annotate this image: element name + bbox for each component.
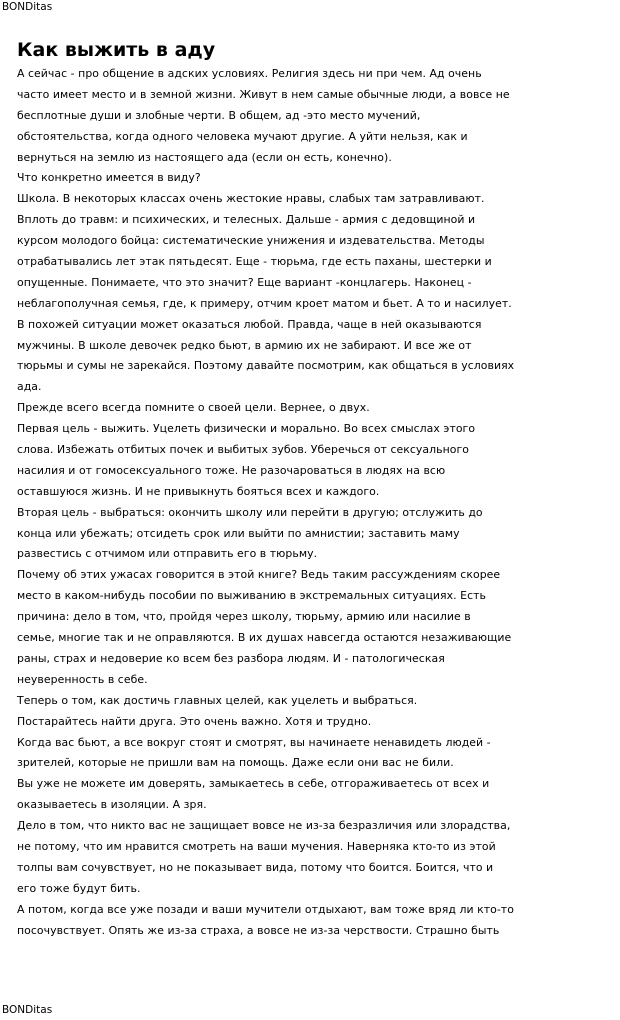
- text-line: отрабатывались лет этак пятьдесят. Еще - тюрьма, где есть паханы, шестерки и: [17, 255, 492, 269]
- text-line: место в каком-нибудь пособии по выживанию в экстремальных ситуациях. Есть: [17, 589, 486, 603]
- body-text: [17, 64, 620, 941]
- text-line: ада.: [17, 380, 42, 394]
- text-line: бесплотные души и злобные черти. В общем, ад -это место мучений,: [17, 108, 421, 122]
- text-line: посочувствует. Опять же из-за страха, а вовсе не из-за черствости. Страшно быть: [17, 923, 500, 937]
- text-line: Почему об этих ужасах говорится в этой книге? Ведь таким рассуждениям скорее: [17, 568, 501, 582]
- text-line: Дело в том, что никто вас не защищает вовсе не из-за безразличия или злорадства,: [17, 819, 511, 833]
- text-line: причина: дело в том, что, пройдя через школу, тюрьму, армию или насилие в: [17, 610, 471, 624]
- text-line: Постарайтесь найти друга. Это очень важно. Хотя и трудно.: [17, 714, 372, 728]
- chapter-title: Как выжить в аду: [17, 39, 216, 61]
- text-line: оставшуюся жизнь. И не привыкнуть бояться всех и каждого.: [17, 484, 380, 498]
- text-line: вернуться на землю из настоящего ада (если он есть, конечно).: [17, 150, 392, 164]
- text-line: Первая цель - выжить. Уцелеть физически и морально. Во всех смыслах этого: [17, 422, 476, 436]
- text-line: часто имеет место и в земной жизни. Живут в нем самые обычные люди, а вовсе не: [17, 87, 510, 101]
- text-line: тюрьмы и сумы не зарекайся. Поэтому давайте посмотрим, как общаться в условиях: [17, 359, 515, 373]
- text-line: Прежде всего всегда помните о своей цели. Вернее, о двух.: [17, 401, 370, 415]
- running-header: BONDitas: [2, 1, 53, 13]
- text-line: Вторая цель - выбраться: окончить школу или перейти в другую; отслужить до: [17, 505, 483, 519]
- text-line: неуверенность в себе.: [17, 672, 148, 686]
- text-line: мужчины. В школе девочек редко бьют, в армию их не забирают. И все же от: [17, 338, 472, 352]
- text-line: обстоятельства, когда одного человека мучают другие. А уйти нельзя, как и: [17, 129, 468, 143]
- text-line: развестись с отчимом или отправить его в тюрьму.: [17, 547, 318, 561]
- text-line: его тоже будут бить.: [17, 881, 141, 895]
- text-line: Что конкретно имеется в виду?: [17, 171, 201, 185]
- text-line: Когда вас бьют, а все вокруг стоят и смотрят, вы начинаете ненавидеть людей -: [17, 735, 491, 749]
- text-line: зрителей, которые не пришли вам на помощь. Даже если они вас не били.: [17, 756, 454, 770]
- text-line: толпы вам сочувствует, но не показывает вида, потому что боится. Боится, что и: [17, 860, 494, 874]
- running-footer: BONDitas: [2, 1004, 53, 1016]
- text-line: семье, многие так и не оправляются. В их душах навсегда остаются незаживающие: [17, 631, 512, 645]
- text-line: Вплоть до травм: и психических, и телесных. Дальше - армия с дедовщиной и: [17, 213, 476, 227]
- text-line: курсом молодого бойца: систематические унижения и издевательства. Методы: [17, 234, 485, 248]
- text-line: раны, страх и недоверие ко всем без разбора людям. И - патологическая: [17, 651, 445, 665]
- text-line: конца или убежать; отсидеть срок или выйти по амнистии; заставить маму: [17, 526, 460, 540]
- text-line: Вы уже не можете им доверять, замыкаетесь в себе, отгораживаетесь от всех и: [17, 777, 490, 791]
- text-line: насилия и от гомосексуального тоже. Не разочароваться в людях на всю: [17, 463, 446, 477]
- text-line: А сейчас - про общение в адских условиях. Религия здесь ни при чем. Ад очень: [17, 67, 482, 80]
- text-line: опущенные. Понимаете, что это значит? Еще вариант -концлагерь. Наконец -: [17, 275, 472, 289]
- text-line: не потому, что им нравится смотреть на ваши мучения. Наверняка кто-то из этой: [17, 839, 496, 853]
- text-line: неблагополучная семья, где, к примеру, отчим кроет матом и бьет. А то и насилует.: [17, 296, 512, 310]
- text-line: оказываетесь в изоляции. А зря.: [17, 798, 207, 812]
- text-line: В похожей ситуации может оказаться любой. Правда, чаще в ней оказываются: [17, 317, 482, 331]
- text-line: слова. Избежать отбитых почек и выбитых зубов. Уберечься от сексуального: [17, 443, 469, 457]
- text-line: Школа. В некоторых классах очень жестокие нравы, слабых там затравливают.: [17, 192, 485, 206]
- text-line: А потом, когда все уже позади и ваши мучители отдыхают, вам тоже вряд ли кто-то: [17, 902, 514, 916]
- text-line: Теперь о том, как достичь главных целей, как уцелеть и выбраться.: [17, 693, 418, 707]
